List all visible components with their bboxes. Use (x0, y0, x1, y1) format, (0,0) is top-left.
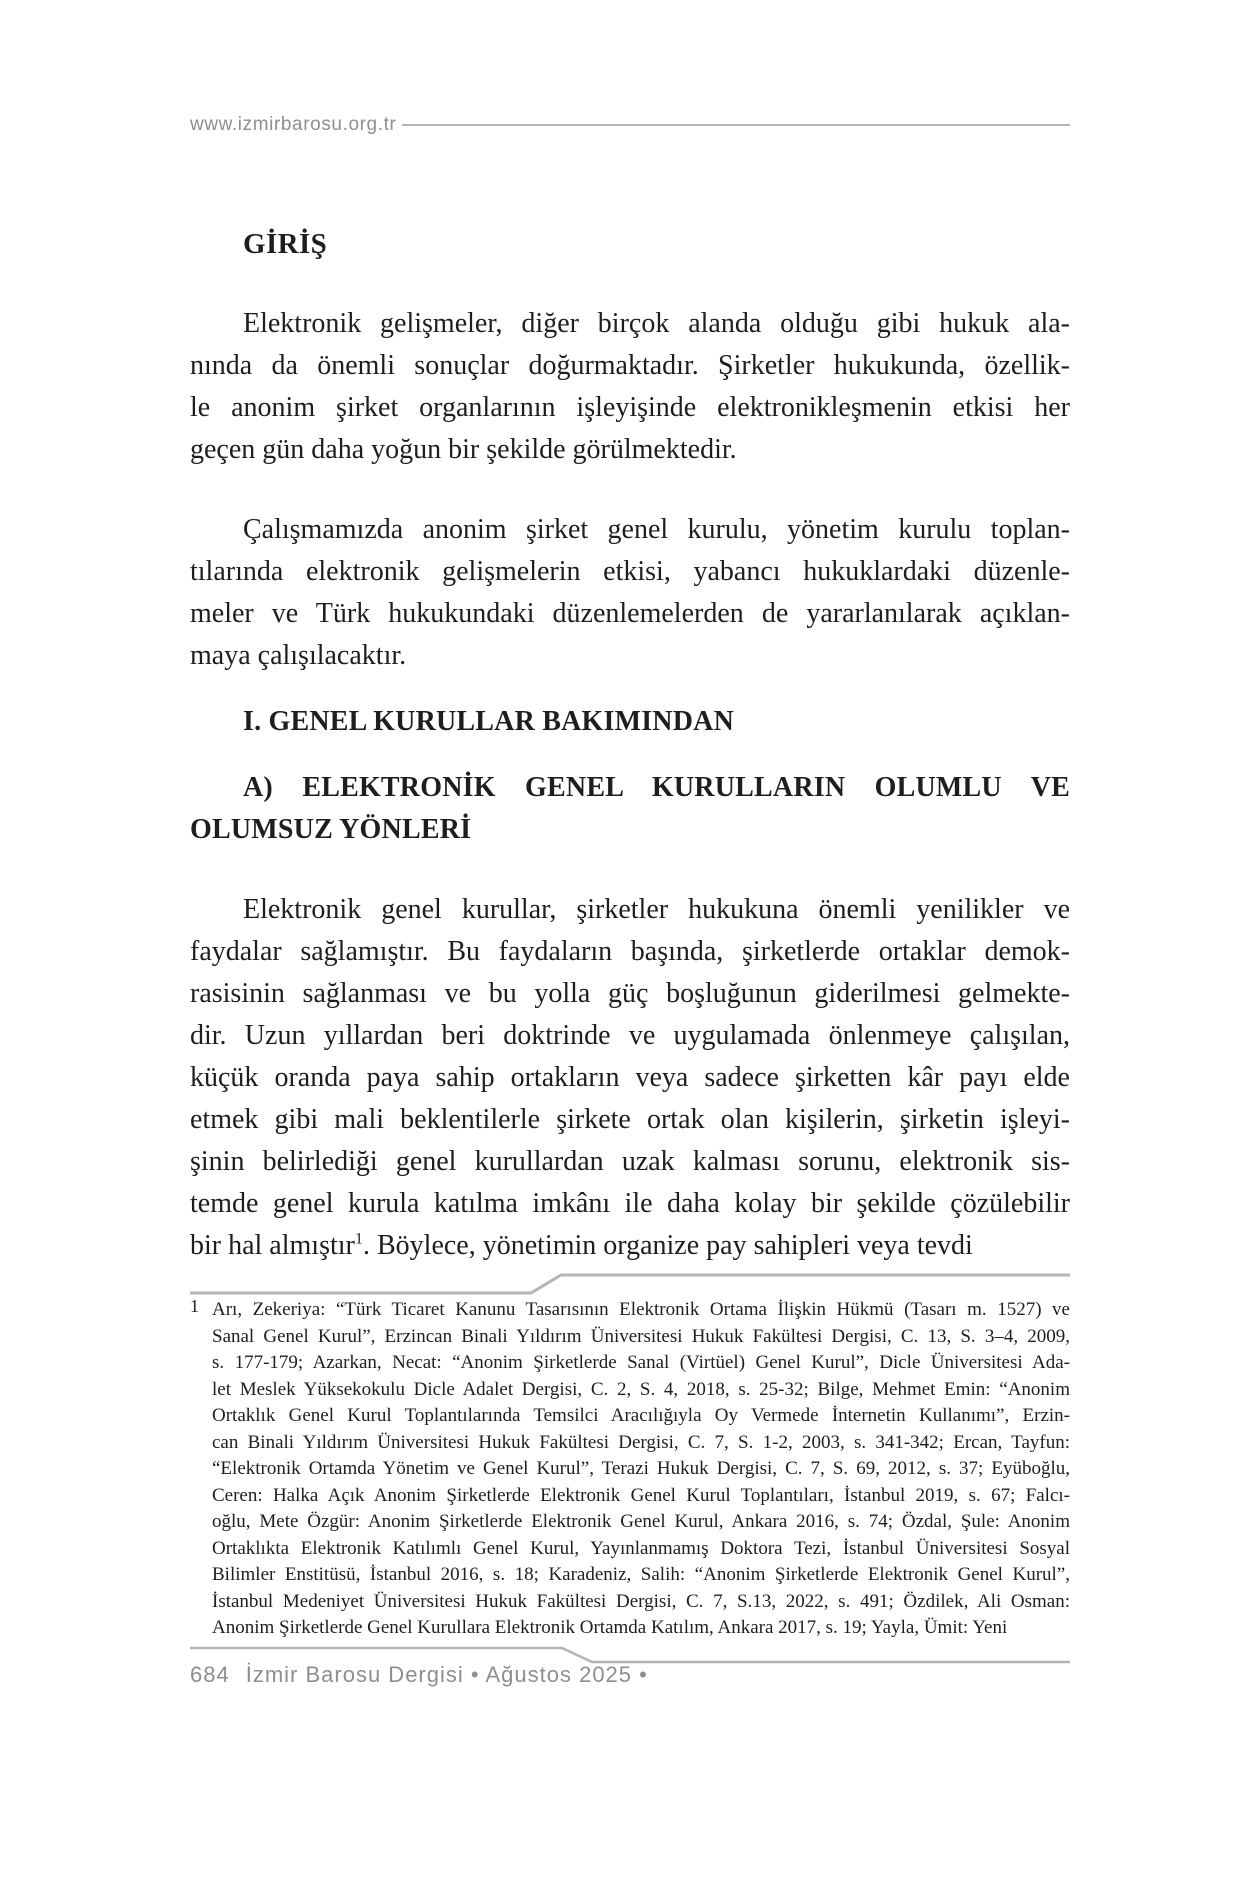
text-line: dir. Uzun yıllardan beri doktrinde ve uygulamada önlenmeye çalışılan, (190, 1020, 1070, 1051)
page-header (190, 115, 1070, 135)
text-line: meler ve Türk hukukundaki düzenlemelerden de yararlanılarak açıklan- (190, 598, 1070, 629)
footnote-line: Sanal Genel Kurul”, Erzincan Binali Yıldırım Üniversitesi Hukuk Fakültesi Dergisi, C. 13, S. 3–4, 2009, (212, 1325, 1070, 1347)
page-footer (190, 1646, 1070, 1688)
heading-line: A) ELEKTRONİK GENEL KURULLARIN OLUMLU VE (243, 772, 1070, 803)
text-line: rasisinin sağlanması ve bu yolla güç boşluğunun giderilmesi gelmekte- (190, 978, 1070, 1009)
footnote-line: Ortaklıkta Elektronik Katılımlı Genel Kurul, Yayınlanmamış Doktora Tezi, İstanbul Üniversitesi Sosyal (212, 1537, 1070, 1559)
text-line: şinin belirlediği genel kurullardan uzak kalması sorunu, elektronik sis- (190, 1146, 1070, 1177)
body-paragraph (190, 509, 1070, 677)
page-title: GİRİŞ (243, 228, 328, 260)
website-url: www.izmirbarosu.org.tr (190, 114, 397, 135)
heading-line: I. GENEL KURULLAR BAKIMINDAN (243, 706, 734, 737)
heading-line: OLUMSUZ YÖNLERİ (190, 814, 472, 845)
section-heading (190, 701, 1070, 743)
text-line: le anonim şirket organlarının işleyişinde elektronikleşmenin etkisi her (190, 392, 1070, 423)
footnote-line: oğlu, Mete Özgür: Anonim Şirketlerde Elektronik Genel Kurul, Ankara 2016, s. 74; Özdal, Şule: Anonim (212, 1511, 1070, 1532)
footnote-line: İstanbul Medeniyet Üniversitesi Hukuk Fakültesi Dergisi, C. 7, S.13, 2022, s. 491; Özdilek, Ali Osman: (212, 1590, 1070, 1612)
footnote-line: Ortaklık Genel Kurul Toplantılarında Temsilci Aracılığıyla Oy Vermede İnternetin Kullanımı”, Erzin- (212, 1405, 1070, 1426)
text-line: Çalışmamızda anonim şirket genel kurulu, yönetim kurulu toplan- (243, 514, 1070, 545)
body-paragraph (190, 889, 1070, 1267)
text-line: temde genel kurula katılma imkânı ile daha kolay bir şekilde çözülebilir (190, 1188, 1070, 1219)
text-line: faydalar sağlamıştır. Bu faydaların başında, şirketlerde ortaklar demok- (190, 936, 1070, 967)
footnote-ref-marker: 1 (354, 1229, 363, 1248)
text-line: geçen gün daha yoğun bir şekilde görülmektedir. (190, 434, 737, 465)
article-body (190, 303, 1070, 1267)
footnote-line: s. 177-179; Azarkan, Necat: “Anonim Şirketlerde Sanal (Virtüel) Genel Kurul”, Dicle Üniversitesi Ada- (212, 1352, 1070, 1373)
footnote-line: Ceren: Halka Açık Anonim Şirketlerde Elektronik Genel Kurul Toplantıları, İstanbul 2019, s. 67; Falcı- (212, 1484, 1070, 1506)
text-line: etmek gibi mali beklentilerle şirkete ortak olan kişilerin, şirketin işleyi- (190, 1104, 1070, 1135)
footnote-separator (190, 1269, 1070, 1295)
text-line: Elektronik gelişmeler, diğer birçok alanda olduğu gibi hukuk ala- (243, 308, 1070, 339)
text-line: tılarında elektronik gelişmelerin etkisi, yabancı hukuklardaki düzenle- (190, 556, 1070, 587)
footnote-text (212, 1297, 1070, 1642)
header-rule-line (402, 124, 1070, 126)
journal-issue-label: İzmir Barosu Dergisi • Ağustos 2025 • (245, 1661, 648, 1687)
footer-text (190, 1662, 1070, 1688)
footnote-separator-line (190, 1269, 1070, 1295)
text-line: nında da önemli sonuçlar doğurmaktadır. Şirketler hukukunda, özellik- (190, 350, 1070, 381)
footnote-line: Anonim Şirketlerde Genel Kurullara Elektronik Ortamda Katılım, Ankara 2017, s. 19; Yayla, Ümit: Yeni (212, 1617, 1008, 1638)
footnote-line: can Binali Yıldırım Üniversitesi Hukuk Fakültesi Dergisi, C. 7, S. 1-2, 2003, s. 341-342; Ercan, Tayfun: (212, 1431, 1070, 1453)
text-line: bir hal almıştır$^1$. Böylece, yönetimin organize pay sahipleri veya tevdi (190, 1229, 973, 1261)
page-number: 684 (190, 1661, 230, 1687)
footnote-number: 1 (190, 1296, 199, 1316)
footnote-line: Bilimler Enstitüsü, İstanbul 2016, s. 18; Karadeniz, Salih: “Anonim Şirketlerde Elektronik Genel Kurul”, (212, 1564, 1070, 1585)
section-heading (190, 767, 1070, 851)
text-line: Elektronik genel kurullar, şirketler hukukuna önemli yenilikler ve (243, 894, 1070, 925)
text-line: küçük oranda paya sahip ortakların veya sadece şirketten kâr payı elde (190, 1062, 1070, 1093)
footnote-line: let Meslek Yüksekokulu Dicle Adalet Dergisi, C. 2, S. 4, 2018, s. 25-32; Bilge, Mehmet Emin: “Anonim (212, 1378, 1070, 1400)
body-paragraph (190, 303, 1070, 471)
footnote (190, 1297, 1070, 1642)
text-line: maya çalışılacaktır. (190, 640, 407, 671)
footnote-line: “Elektronik Ortamda Yönetim ve Genel Kurul”, Terazi Hukuk Dergisi, C. 7, S. 69, 2012, s. 37; Eyüboğlu, (212, 1458, 1070, 1479)
footnote-line: Arı, Zekeriya: “Türk Ticaret Kanunu Tasarısının Elektronik Ortama İlişkin Hükmü (Tasarı m. 1527) ve (212, 1299, 1070, 1320)
